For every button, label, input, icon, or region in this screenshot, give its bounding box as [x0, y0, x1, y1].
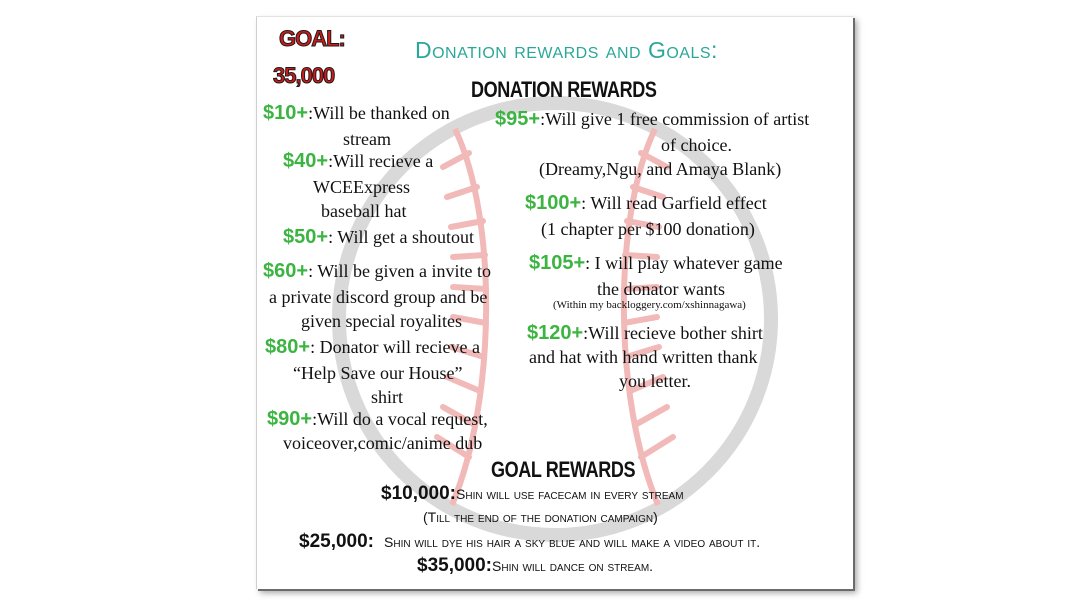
- reward-text: :Will do a vocal request,: [312, 409, 488, 429]
- reward-80: [265, 335, 480, 359]
- goal-text: Shin will dance on stream.: [492, 558, 654, 574]
- goal-reward-35000: [417, 555, 653, 577]
- reward-text: :Will give 1 free commission of artist: [540, 109, 810, 129]
- goal-rewards-title: GOAL REWARDS: [491, 457, 636, 482]
- goal-text: Shin will dye his hair a sky blue and will make a video about it.: [384, 534, 761, 550]
- reward-amount: $10+: [263, 102, 309, 124]
- reward-amount: $90+: [267, 408, 313, 430]
- reward-amount: $95+: [495, 108, 541, 130]
- goal-badge-amount: 35,000: [273, 63, 335, 88]
- reward-10-cont: stream: [343, 129, 391, 149]
- reward-80-cont-2: shirt: [371, 387, 404, 407]
- rewards-poster: [256, 16, 853, 589]
- reward-text: :Will recieve bother shirt: [583, 323, 763, 343]
- reward-amount: $120+: [527, 322, 584, 344]
- goal-reward-25000: [299, 531, 760, 553]
- goal-reward-10000-note: (Till the end of the donation campaign): [423, 509, 658, 525]
- reward-100-cont: (1 chapter per $100 donation): [541, 219, 755, 239]
- reward-80-cont-1: “Help Save our House”: [293, 363, 463, 383]
- reward-95-cont-1: of choice.: [661, 135, 732, 155]
- reward-105-note: (Within my backloggery.com/xshinnagawa): [553, 299, 746, 311]
- reward-105: [529, 251, 783, 275]
- reward-amount: $60+: [263, 260, 309, 282]
- reward-60: [263, 259, 491, 283]
- reward-amount: $80+: [265, 336, 311, 358]
- page-heading: Donation rewards and Goals:: [415, 37, 718, 63]
- reward-95-cont-2: (Dreamy,Ngu, and Amaya Blank): [539, 159, 782, 179]
- reward-40-cont-2: baseball hat: [321, 201, 407, 221]
- reward-60-cont-1: a private discord group and be: [269, 287, 488, 307]
- reward-50: [283, 225, 474, 249]
- reward-100: [525, 191, 767, 215]
- goal-amount: $25,000:: [299, 531, 375, 552]
- reward-40-cont-1: WCEExpress: [313, 177, 410, 197]
- reward-90-cont: voiceover,comic/anime dub: [283, 433, 483, 453]
- reward-amount: $100+: [525, 192, 582, 214]
- reward-text: :Will recieve a: [328, 151, 434, 171]
- reward-95: [495, 107, 809, 131]
- goal-amount: $10,000:: [381, 483, 457, 504]
- reward-text: : Donator will recieve a: [310, 337, 480, 357]
- reward-60-cont-2: given special royalites: [301, 311, 462, 331]
- reward-90: [267, 407, 488, 431]
- reward-10: [263, 101, 450, 125]
- reward-amount: $40+: [283, 150, 329, 172]
- reward-120: [527, 321, 763, 345]
- goal-badge-label: GOAL:: [279, 26, 345, 51]
- reward-120-cont-2: you letter.: [619, 371, 691, 391]
- reward-amount: $50+: [283, 226, 329, 248]
- donation-rewards-title: DONATION REWARDS: [471, 77, 657, 102]
- goal-text: Shin will use facecam in every stream: [456, 486, 684, 502]
- reward-105-cont-1: the donator wants: [597, 279, 725, 299]
- reward-amount: $105+: [529, 252, 586, 274]
- reward-text: : Will read Garfield effect: [581, 193, 767, 213]
- goal-amount: $35,000:: [417, 555, 493, 576]
- reward-40: [283, 149, 433, 173]
- reward-text: : Will get a shoutout: [328, 227, 474, 247]
- reward-120-cont-1: and hat with hand written thank: [529, 347, 758, 367]
- reward-text: :Will be thanked on: [308, 103, 450, 123]
- goal-reward-10000: [381, 483, 684, 505]
- reward-text: : Will be given a invite to: [308, 261, 491, 281]
- reward-text: : I will play whatever game: [585, 253, 783, 273]
